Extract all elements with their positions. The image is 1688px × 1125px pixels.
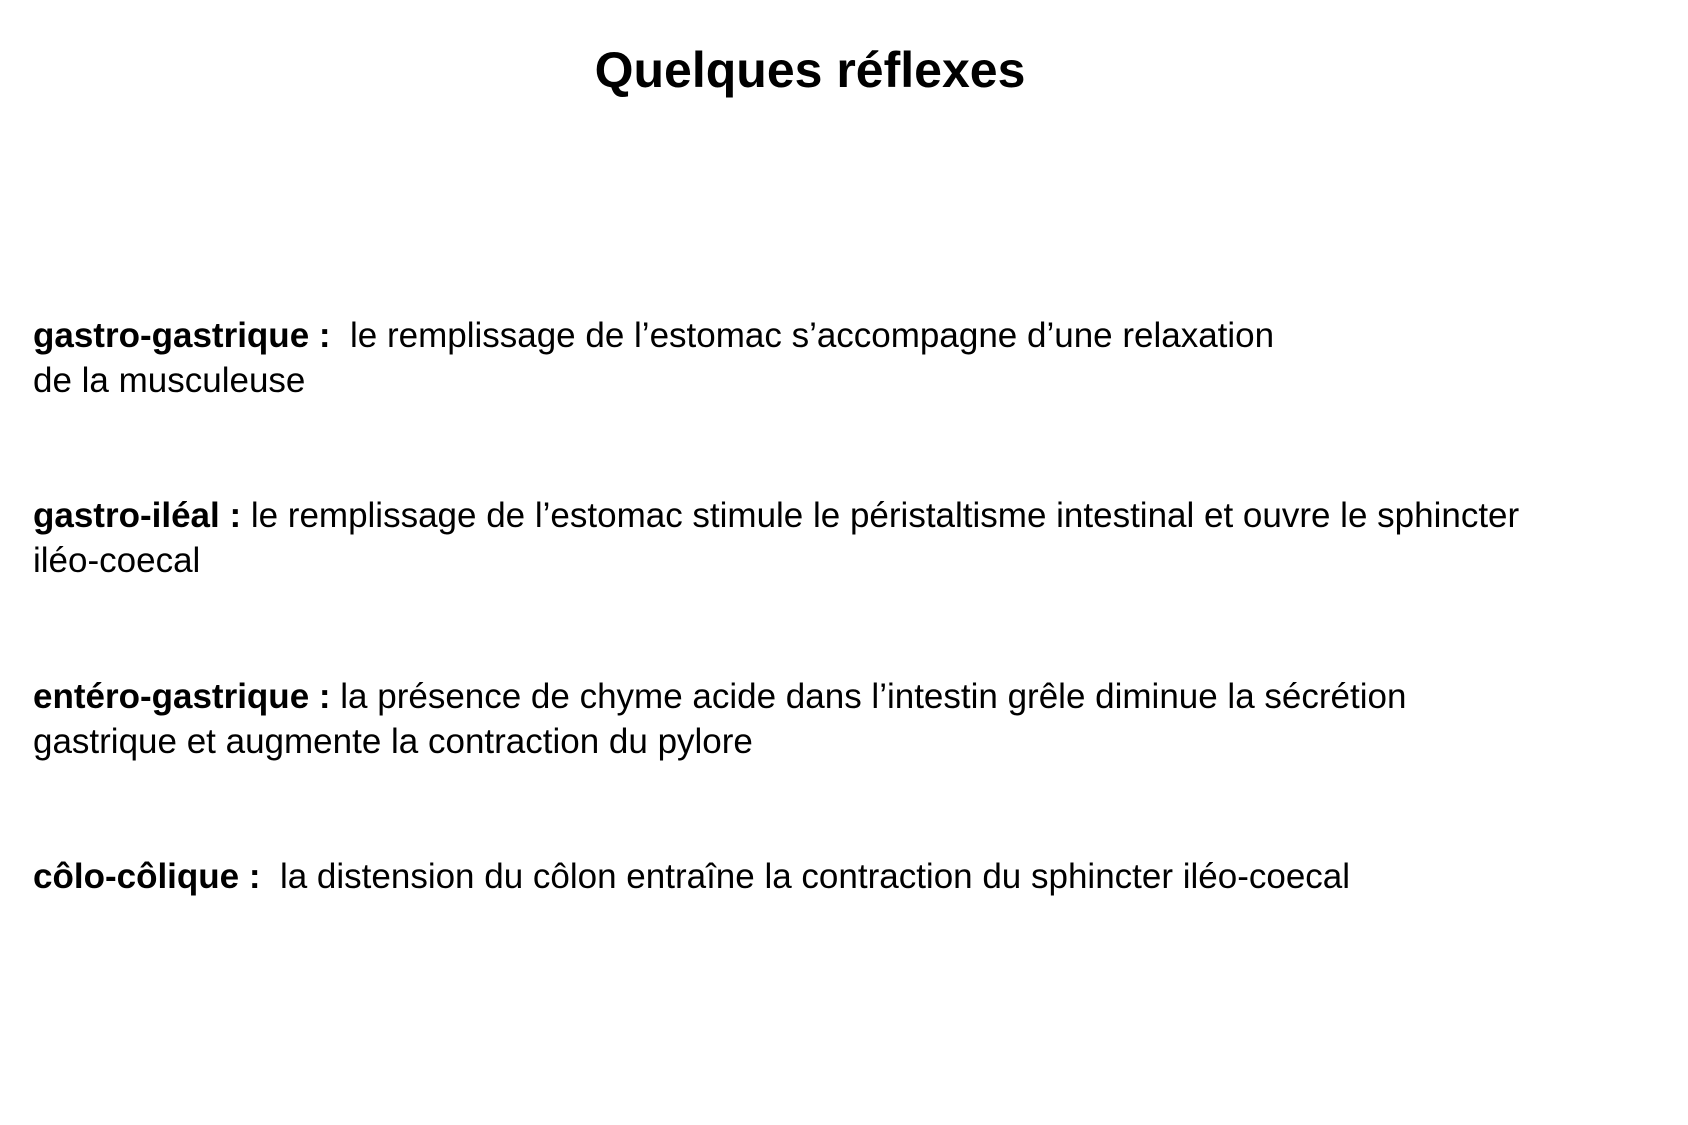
reflex-description-line-1: le remplissage de l’estomac stimule le péristaltisme intestinal et ouvre le sphincter xyxy=(250,496,1520,535)
reflex-term: gastro-gastrique : xyxy=(33,316,350,355)
reflex-entero-gastrique xyxy=(33,674,1653,764)
reflex-description-line-2: gastrique et augmente la contraction du pylore xyxy=(33,722,753,761)
reflex-term: gastro-iléal : xyxy=(33,496,251,535)
reflex-gastro-ileal xyxy=(33,493,1653,583)
reflex-gastro-gastrique xyxy=(33,313,1653,403)
page-title: Quelques réflexes xyxy=(594,42,1026,98)
reflex-description-line-1: la distension du côlon entraîne la contraction du sphincter iléo-coecal xyxy=(279,857,1351,896)
reflex-colo-colique xyxy=(33,854,1653,899)
reflex-description-line-2: de la musculeuse xyxy=(33,361,306,400)
reflex-description-line-2: iléo-coecal xyxy=(33,541,201,580)
reflex-description-line-1: le remplissage de l’estomac s’accompagne d’une relaxation xyxy=(349,316,1275,355)
reflex-term: entéro-gastrique : xyxy=(33,677,341,716)
reflex-term: côlo-côlique : xyxy=(33,857,280,896)
reflex-description-line-1: la présence de chyme acide dans l’intestin grêle diminue la sécrétion xyxy=(340,677,1407,716)
